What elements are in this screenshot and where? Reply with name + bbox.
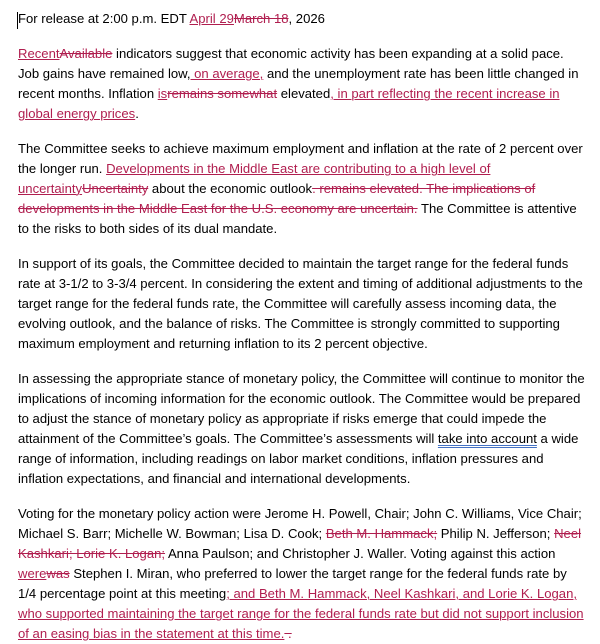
text-run: The Committee is attentive to the risks to both sides of its dual mandate. — [18, 201, 577, 236]
insertion: were — [18, 566, 47, 581]
text-run: Philip N. Jefferson; — [437, 526, 555, 541]
release-prefix: For release at 2:00 p.m. EDT — [18, 11, 190, 26]
deleted-date: March 18 — [233, 11, 289, 26]
text-cursor — [17, 12, 18, 29]
insertion: , in part reflecting the recent increase in global energy prices — [18, 86, 560, 121]
deletion: Uncertainty — [82, 181, 149, 196]
text-run: In support of its goals, the Committee decided to maintain the target range for the federal funds rate at 3-1/2 to 3-3/4 percent. In considering the extent and timing of additional adjustments to the target range for the federal funds rate, the Committee will carefully assess incoming data, the evolving outlook, and the balance of risks. The Committee is strongly committed to supporting maximum employment and returning inflation to its 2 percent objective. — [18, 256, 583, 351]
insertion: Developments in the Middle East are contributing to a high level of uncertainty — [18, 161, 491, 196]
insertion: on average, — [190, 66, 264, 81]
paragraph-economic-activity — [18, 44, 588, 124]
text-run: Stephen I. Miran, who preferred to lower the target range for the federal funds rate by 1/4 percentage point at this meeting — [18, 566, 567, 601]
paragraph-voting — [18, 504, 588, 644]
text-run: a wide range of information, including readings on labor market conditions, inflation pressures and inflation expectations, and financial and international developments. — [18, 431, 579, 486]
text-run: indicators suggest that economic activity has been expanding at a solid pace. Job gains have remained low, — [18, 46, 564, 81]
release-line — [18, 9, 588, 29]
text-run: Anna Paulson; and Christopher J. Waller. Voting against this action — [165, 546, 556, 561]
insertion: Recent — [18, 46, 60, 61]
paragraph-policy-stance — [18, 369, 588, 489]
insertion: is — [157, 86, 168, 101]
text-run: elevated — [277, 86, 331, 101]
text-run: In assessing the appropriate stance of monetary policy, the Committee will continue to monitor the implications of incoming information for the economic outlook. The Committee would be prepared to adjust the stance of monetary policy as appropriate if risks emerge that could impede the attainment of the Committee’s goals. The Committee’s assessments will — [18, 371, 585, 446]
paragraph-target-range — [18, 254, 588, 354]
deletion: remains somewhat — [167, 86, 278, 101]
deletion: was — [46, 566, 70, 581]
inserted-date: April 29 — [189, 11, 234, 26]
deletion: Beth M. Hammack; — [325, 526, 438, 541]
deletion: . — [284, 626, 292, 641]
text-run: The Committee seeks to achieve maximum employment and inflation at the rate of 2 percent over the longer run. — [18, 141, 583, 176]
deletion: . remains elevated. The implications of developments in the Middle East for the U.S. economy are uncertain. — [18, 181, 536, 216]
text-run: and the unemployment rate has been little changed in recent months. Inflation — [18, 66, 579, 101]
text-run: about the economic outlook — [148, 181, 313, 196]
text-run: . — [135, 106, 139, 121]
insertion: ; and Beth M. Hammack, Neel Kashkari, and Lorie K. Logan, who supported maintaining the target range for the federal funds rate but did not support inclusion of an easing bias in the statement at this time. — [18, 586, 584, 641]
grammar-flag[interactable]: take into account — [437, 431, 537, 446]
release-year: , 2026 — [288, 11, 325, 26]
text-run: Voting for the monetary policy action were Jerome H. Powell, Chair; John C. Williams, Vice Chair; Michael S. Barr; Michelle W. Bowman; Lisa D. Cook; — [18, 506, 582, 541]
deletion: Available — [59, 46, 113, 61]
paragraph-committee-goals — [18, 139, 588, 239]
deletion: Neel Kashkari; Lorie K. Logan; — [18, 526, 582, 561]
